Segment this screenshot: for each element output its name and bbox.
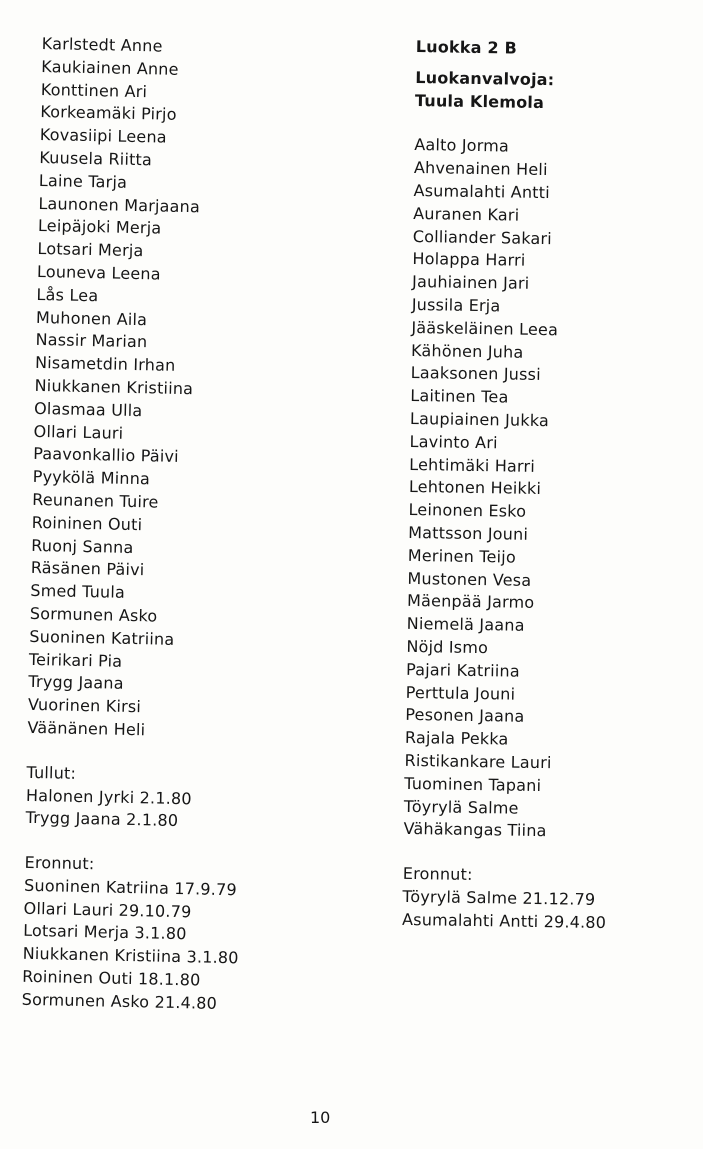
list-item: Asumalahti Antti 29.4.80 — [401, 909, 607, 932]
list-item: Karlstedt Anne — [41, 33, 163, 56]
list-item: Niemelä Jaana — [406, 614, 525, 635]
list-item: Suoninen Katriina 17.9.79 — [23, 875, 238, 900]
left-departed-list — [22, 875, 241, 1016]
list-item: Perttula Jouni — [405, 682, 516, 704]
list-item: Kähönen Juha — [410, 340, 524, 362]
list-item: Halonen Jyrki 2.1.80 — [25, 785, 192, 808]
list-item: Laine Tarja — [38, 170, 128, 192]
list-item: Lehtonen Heikki — [408, 477, 542, 499]
page-number: 10 — [310, 1108, 331, 1127]
arrived-list — [25, 784, 242, 834]
list-item: Konttinen Ari — [40, 79, 148, 101]
list-item: Colliander Sakari — [412, 226, 553, 248]
list-item: Lås Lea — [36, 284, 99, 306]
right-student-list — [403, 134, 618, 844]
list-item: Tuominen Tapani — [404, 773, 542, 795]
right-column — [402, 36, 620, 935]
list-item: Jääskeläinen Leea — [411, 317, 559, 340]
right-departed-list — [402, 886, 607, 935]
left-departed-heading: Eronnut: — [24, 852, 95, 874]
list-item: Vähäkangas Tiina — [403, 819, 547, 841]
list-item: Aalto Jorma — [414, 135, 510, 156]
list-item: Holappa Harri — [412, 249, 526, 271]
list-item: Louneva Leena — [36, 261, 161, 284]
list-item: Laitinen Tea — [410, 386, 509, 407]
list-item: Auranen Kari — [413, 203, 520, 225]
left-student-list — [27, 33, 258, 744]
list-item: Lehtimäki Harri — [409, 454, 536, 476]
list-item: Kuusela Riitta — [39, 147, 153, 170]
list-item: Lotsari Merja — [37, 239, 144, 261]
list-item: Merinen Teijo — [407, 545, 517, 567]
list-item: Ristikankare Lauri — [404, 750, 552, 773]
list-item: Leinonen Esko — [408, 500, 527, 521]
list-item: Sormunen Asko 21.4.80 — [21, 989, 218, 1013]
list-item: Lavinto Ari — [409, 431, 498, 453]
list-item: Korkeamäki Pirjo — [40, 102, 177, 125]
list-item: Reunanen Tuire — [32, 489, 159, 512]
list-item: Paavonkallio Päivi — [32, 444, 179, 467]
list-item: Pajari Katriina — [405, 659, 520, 681]
list-item: Nassir Marian — [35, 330, 148, 352]
list-item: Lotsari Merja 3.1.80 — [22, 921, 187, 944]
list-item: Kovasiipi Leena — [39, 125, 167, 147]
list-item: Nöjd Ismo — [406, 636, 489, 658]
teacher-name: Tuula Klemola — [414, 90, 545, 112]
list-item: Olasmaa Ulla — [33, 398, 143, 420]
class-title: Luokka 2 B — [415, 36, 518, 58]
list-item: Smed Tuula — [30, 581, 126, 602]
list-item: Sormunen Asko — [29, 603, 158, 626]
teacher-label: Luokanvalvoja: — [415, 67, 555, 89]
list-item: Trygg Jaana 2.1.80 — [25, 808, 179, 831]
right-departed-heading: Eronnut: — [402, 863, 473, 885]
list-item: Väänänen Heli — [27, 717, 146, 740]
list-item: Ruonj Sanna — [31, 535, 134, 557]
list-item: Laupiainen Jukka — [409, 408, 550, 431]
list-item: Mustonen Vesa — [407, 568, 532, 590]
list-item: Kaukiainen Anne — [41, 56, 179, 79]
list-item: Teirikari Pia — [28, 649, 123, 671]
list-item: Mäenpää Jarmo — [406, 591, 535, 613]
list-item: Niukkanen Kristiina — [34, 375, 194, 399]
list-item: Ahvenainen Heli — [413, 158, 548, 180]
list-item: Leipäjoki Merja — [37, 216, 162, 238]
list-item: Ollari Lauri 29.10.79 — [23, 898, 192, 922]
arrived-heading: Tullut: — [26, 762, 77, 783]
list-item: Niukkanen Kristiina 3.1.80 — [22, 944, 239, 968]
list-item: Töyrylä Salme — [403, 796, 519, 818]
list-item: Räsänen Päivi — [30, 558, 145, 580]
list-item: Rajala Pekka — [404, 728, 509, 749]
list-item: Mattsson Jouni — [408, 522, 529, 544]
list-item: Jauhiainen Jari — [411, 272, 530, 293]
list-item: Suoninen Katriina — [29, 626, 175, 649]
list-item: Nisametdin Irhan — [34, 353, 176, 376]
list-item: Muhonen Aila — [35, 307, 148, 329]
list-item: Asumalahti Antti — [413, 180, 551, 203]
list-item: Laaksonen Jussi — [410, 363, 541, 385]
list-item: Pesonen Jaana — [405, 705, 525, 727]
list-item: Vuorinen Kirsi — [27, 694, 142, 717]
list-item: Töyrylä Salme 21.12.79 — [402, 886, 596, 909]
list-item: Roininen Outi — [31, 512, 143, 534]
list-item: Roininen Outi 18.1.80 — [22, 966, 201, 990]
list-item: Ollari Lauri — [33, 421, 124, 443]
list-item: Trygg Jaana — [28, 672, 124, 694]
left-column — [22, 33, 258, 1016]
list-item: Jussila Erja — [411, 294, 501, 316]
list-item: Launonen Marjaana — [38, 193, 201, 216]
list-item: Pyykölä Minna — [32, 467, 151, 489]
